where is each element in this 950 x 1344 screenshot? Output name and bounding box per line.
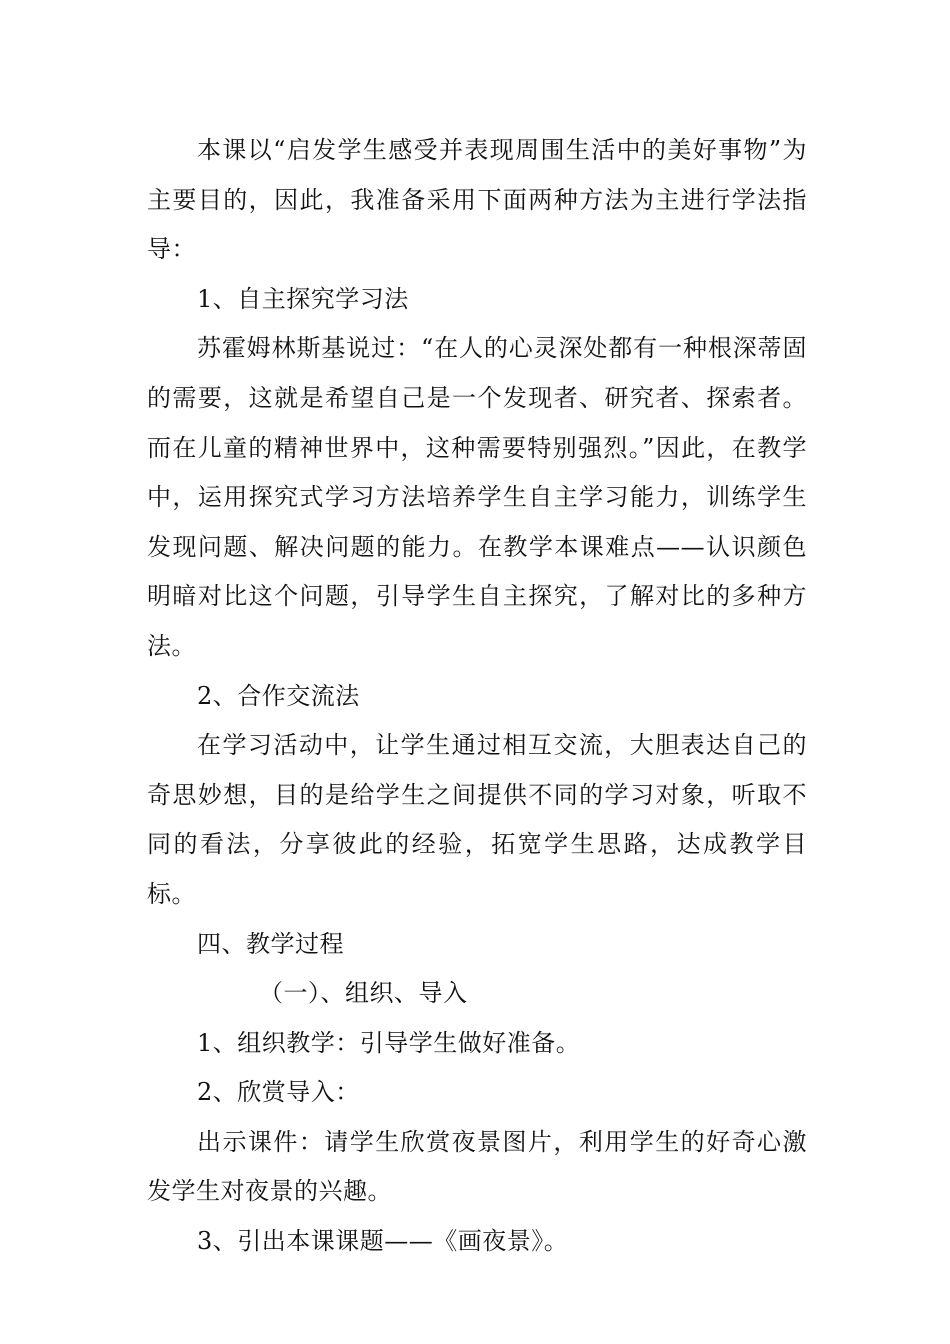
subheading-organize-introduce: （一）、组织、导入 xyxy=(259,979,468,1008)
document-body xyxy=(147,126,807,1267)
paragraph-show-courseware: 出示课件：请学生欣赏夜景图片，利用学生的好奇心激发学生对夜景的兴趣。 xyxy=(147,1127,807,1206)
heading-teaching-process: 四、教学过程 xyxy=(197,929,344,958)
paragraph-self-inquiry: 苏霍姆林斯基说过：“在人的心灵深处都有一种根深蒂固的需要，这就是希望自己是一个发现者、研究者、探索者。而在儿童的精神世界中，这种需要特别强烈。”因此，在教学中，运用探究式学习方法培养学生自主学习能力，训练学生发现问题、解决问题的能力。在教学本课难点——认识颜色明暗对比这个问题，引导学生自主探究，了解对比的多种方法。 xyxy=(147,334,807,660)
heading-self-inquiry-method: 1、自主探究学习法 xyxy=(197,284,409,313)
step-appreciation-intro: 2、欣赏导入： xyxy=(197,1078,360,1107)
step-organize-teaching: 1、组织教学：引导学生做好准备。 xyxy=(197,1028,581,1057)
step-lesson-title: 3、引出本课课题——《画夜景》。 xyxy=(197,1227,569,1256)
heading-cooperation-method: 2、合作交流法 xyxy=(197,681,360,710)
paragraph-intro: 本课以“启发学生感受并表现周围生活中的美好事物”为主要目的，因此，我准备采用下面两种方法为主进行学法指导： xyxy=(147,136,807,264)
paragraph-cooperation: 在学习活动中，让学生通过相互交流，大胆表达自己的奇思妙想，目的是给学生之间提供不同的学习对象，听取不同的看法，分享彼此的经验，拓宽学生思路，达成教学目标。 xyxy=(147,731,807,908)
